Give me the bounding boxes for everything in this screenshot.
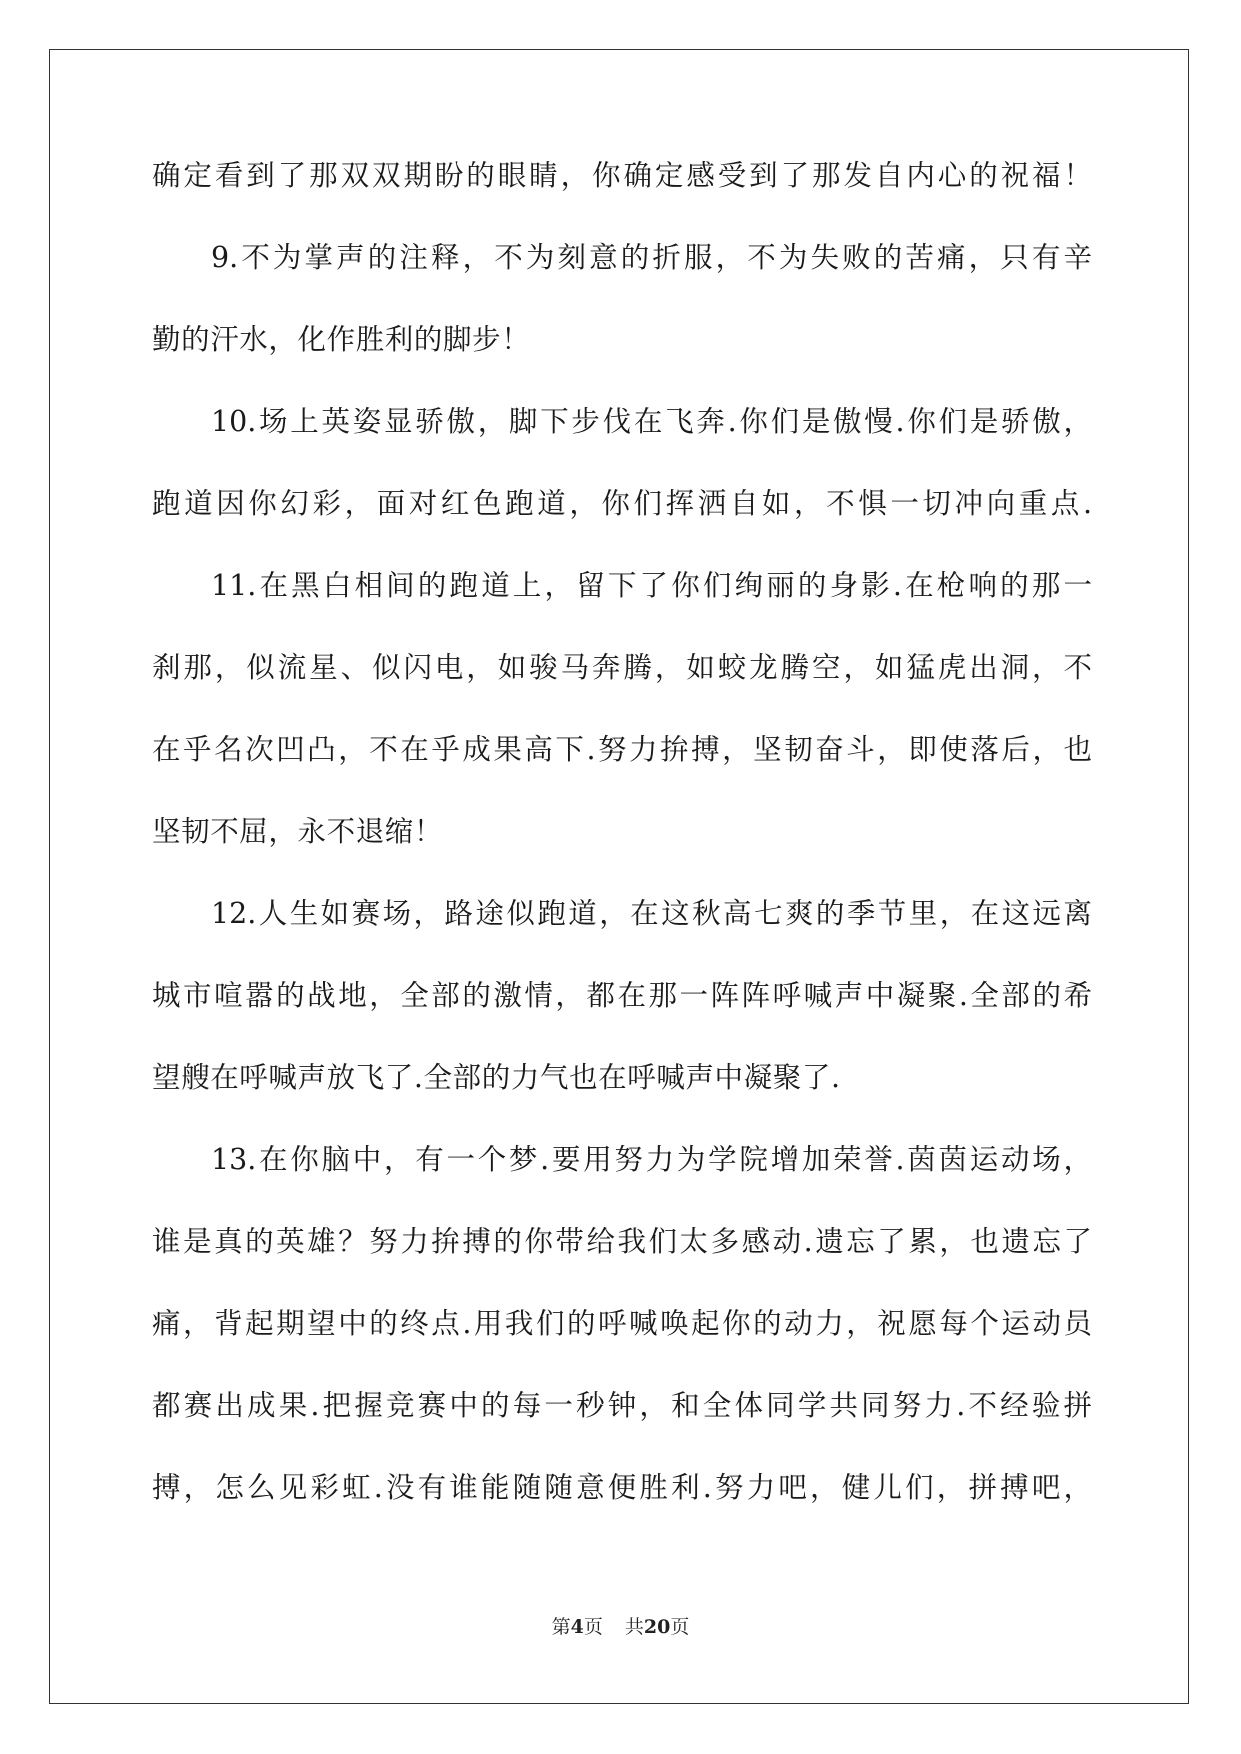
text-line: 跑道因你幻彩，面对红色跑道，你们挥洒自如，不惧一切冲向重点. [152, 487, 1092, 520]
footer-page-suffix: 页 [583, 1616, 603, 1638]
text-line: 刹那，似流星、似闪电，如骏马奔腾，如蛟龙腾空，如猛虎出洞，不 [152, 651, 1092, 684]
text-line: 确定看到了那双双期盼的眼睛，你确定感受到了那发自内心的祝福！ [152, 159, 1092, 192]
footer-total-prefix: 共 [624, 1616, 644, 1638]
text-line: 11.在黑白相间的跑道上，留下了你们绚丽的身影.在枪响的那一 [211, 569, 1092, 602]
text-line: 坚韧不屈，永不退缩！ [152, 815, 444, 848]
text-line: 痛，背起期望中的终点.用我们的呼喊唤起你的动力，祝愿每个运动员 [152, 1307, 1092, 1340]
footer-total-suffix: 页 [670, 1616, 690, 1638]
text-line: 13.在你脑中，有一个梦.要用努力为学院增加荣誉.茵茵运动场， [211, 1143, 1092, 1176]
text-line: 搏，怎么见彩虹.没有谁能随随意便胜利.努力吧，健儿们，拼搏吧， [152, 1471, 1092, 1504]
text-line: 12.人生如赛场，路途似跑道，在这秋高七爽的季节里，在这远离 [211, 897, 1092, 930]
text-line: 9.不为掌声的注释，不为刻意的折服，不为失败的苦痛，只有辛 [211, 241, 1092, 274]
page-footer [0, 1612, 1241, 1639]
text-line: 在乎名次凹凸，不在乎成果高下.努力拚搏，坚韧奋斗，即使落后，也 [152, 733, 1092, 766]
footer-page-number: 4 [570, 1616, 584, 1638]
footer-total-pages: 20 [643, 1616, 671, 1638]
text-line: 勤的汗水，化作胜利的脚步！ [152, 323, 531, 356]
text-line: 都赛出成果.把握竞赛中的每一秒钟，和全体同学共同努力.不经验拼 [152, 1389, 1092, 1422]
text-line: 10.场上英姿显骄傲，脚下步伐在飞奔.你们是傲慢.你们是骄傲， [211, 405, 1092, 438]
text-line: 望艘在呼喊声放飞了.全部的力气也在呼喊声中凝聚了. [152, 1061, 841, 1094]
document-body [152, 155, 1092, 1549]
footer-prefix: 第 [551, 1616, 571, 1638]
text-line: 谁是真的英雄？努力拚搏的你带给我们太多感动.遗忘了累，也遗忘了 [152, 1225, 1092, 1258]
text-line: 城市喧嚣的战地，全部的激情，都在那一阵阵呼喊声中凝聚.全部的希 [152, 979, 1092, 1012]
